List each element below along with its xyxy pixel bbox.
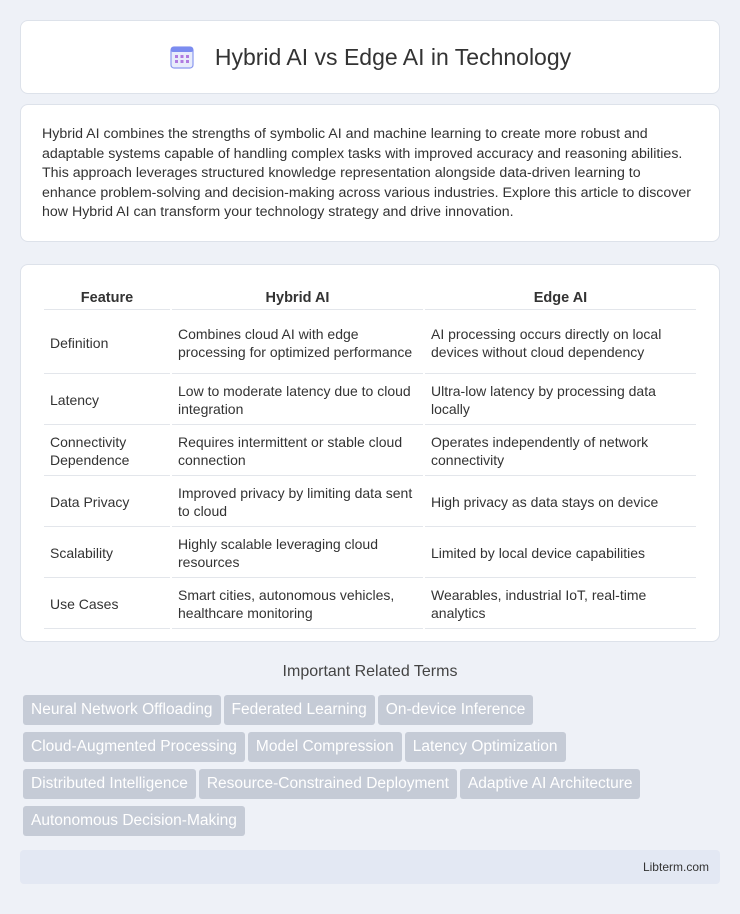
edge-cell: High privacy as data stays on device <box>425 478 696 527</box>
related-term-tag[interactable]: Resource-Constrained Deployment <box>199 769 457 799</box>
footer-site-link[interactable]: Libterm.com <box>642 860 709 874</box>
table-row <box>44 427 696 476</box>
footer <box>20 850 720 884</box>
edge-cell: Wearables, industrial IoT, real-time analytics <box>425 580 696 629</box>
hybrid-cell: Smart cities, autonomous vehicles, healthcare monitoring <box>172 580 423 629</box>
feature-cell: Data Privacy <box>44 478 170 527</box>
related-term-tag[interactable]: Federated Learning <box>224 695 375 725</box>
hybrid-cell: Improved privacy by limiting data sent to cloud <box>172 478 423 527</box>
edge-cell: Limited by local device capabilities <box>425 529 696 578</box>
edge-cell: AI processing occurs directly on local devices without cloud dependency <box>425 312 696 374</box>
feature-cell: Connectivity Dependence <box>44 427 170 476</box>
header-feature: Feature <box>44 287 170 310</box>
related-terms-title: Important Related Terms <box>282 663 458 680</box>
hybrid-cell: Low to moderate latency due to cloud integration <box>172 376 423 425</box>
calendar-grid-icon <box>169 44 195 70</box>
related-term-tag[interactable]: Neural Network Offloading <box>23 695 221 725</box>
related-term-tag[interactable]: Latency Optimization <box>405 732 566 762</box>
comparison-table <box>42 285 698 631</box>
table-row <box>44 376 696 425</box>
hybrid-cell: Requires intermittent or stable cloud connection <box>172 427 423 476</box>
edge-cell: Operates independently of network connectivity <box>425 427 696 476</box>
table-row <box>44 580 696 629</box>
page-title: Hybrid AI vs Edge AI in Technology <box>214 43 572 70</box>
table-row <box>44 529 696 578</box>
feature-cell: Use Cases <box>44 580 170 629</box>
related-term-tag[interactable]: Distributed Intelligence <box>23 769 196 799</box>
hybrid-cell: Combines cloud AI with edge processing for optimized performance <box>172 312 423 374</box>
related-term-tag[interactable]: Cloud-Augmented Processing <box>23 732 245 762</box>
edge-cell: Ultra-low latency by processing data locally <box>425 376 696 425</box>
related-term-tag[interactable]: On-device Inference <box>378 695 534 725</box>
header-edge-ai: Edge AI <box>425 287 696 310</box>
related-term-tag[interactable]: Autonomous Decision-Making <box>23 806 245 836</box>
table-row <box>44 478 696 527</box>
related-term-tag[interactable]: Model Compression <box>248 732 402 762</box>
comparison-card <box>20 264 720 642</box>
related-terms-list <box>23 695 703 843</box>
feature-cell: Latency <box>44 376 170 425</box>
table-header-row <box>44 287 696 310</box>
feature-cell: Definition <box>44 312 170 374</box>
intro-text: Hybrid AI combines the strengths of symbolic AI and machine learning to create more robust and adaptable systems capable of handling complex tasks with improved accuracy and reasoning abilities. This approach leverages structured knowledge representation alongside data-driven learning to enhance problem-solving and decision-making across various industries. Explore this article to discover how Hybrid AI can transform your technology strategy and drive innovation. <box>42 126 691 221</box>
related-term-tag[interactable]: Adaptive AI Architecture <box>460 769 641 799</box>
hybrid-cell: Highly scalable leveraging cloud resources <box>172 529 423 578</box>
intro-card <box>20 104 720 242</box>
table-row <box>44 312 696 374</box>
header-hybrid-ai: Hybrid AI <box>172 287 423 310</box>
title-card <box>20 20 720 94</box>
feature-cell: Scalability <box>44 529 170 578</box>
